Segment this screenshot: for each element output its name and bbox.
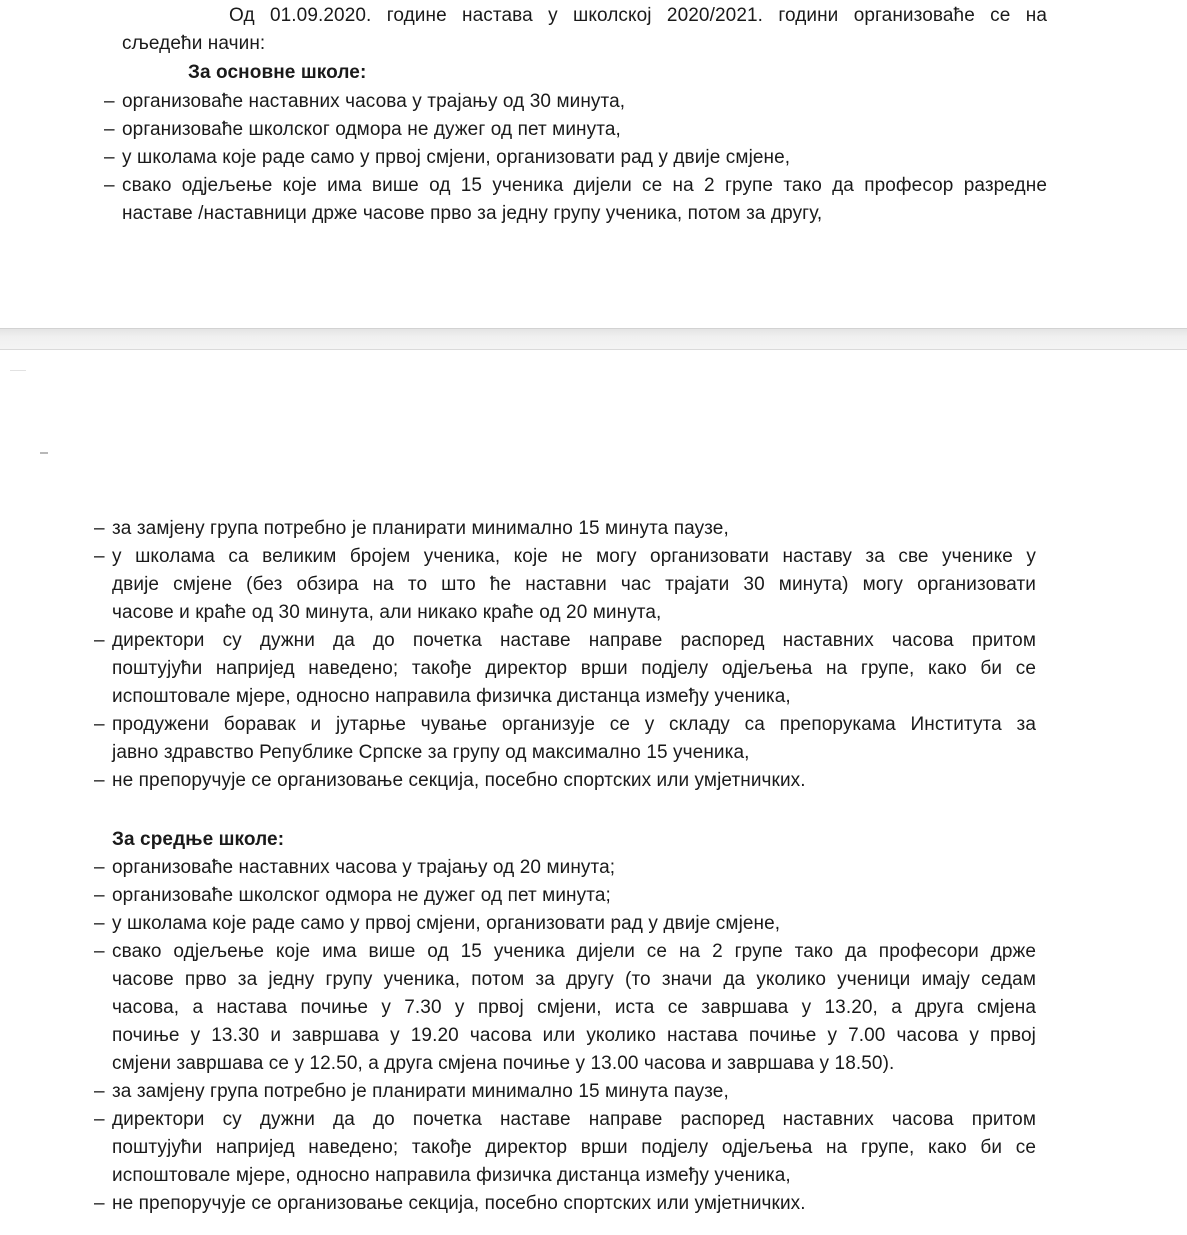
section-heading-primary: За основне школе: — [188, 62, 367, 83]
list-item-line: директори су дужни да до почетка наставе направе распоред наставних часова притом — [112, 1109, 1036, 1130]
intro-paragraph-line: Од 01.09.2020. године настава у школској 2020/2021. години организоваће се на — [229, 5, 1047, 26]
list-dash: – — [94, 630, 105, 651]
list-item-line: часова, а настава почиње у 7.30 у првој смјени, иста се завршава у 13.20, а друга смјена — [112, 997, 1036, 1018]
list-item-line: почиње у 13.30 и завршава у 19.20 часова или уколико настава почиње у 7.00 часова у првој — [112, 1025, 1036, 1046]
list-item-line: продужени боравак и јутарње чување организује се у складу са препорукама Института за — [112, 714, 1036, 735]
list-dash: – — [104, 119, 115, 140]
list-item-line: часове прво за једну групу ученика, потом за другу (то значи да уколико ученици имају седам — [112, 969, 1036, 990]
list-dash: – — [94, 941, 105, 962]
list-item-line: поштујући напријед наведено; такође директор врши подјелу одјељења на групе, како би се — [112, 658, 1036, 679]
list-dash: – — [94, 546, 105, 567]
list-item-line: у школама које раде само у првој смјени, организовати рад у двије смјене, — [112, 913, 781, 934]
intro-paragraph-line: сљедећи начин: — [122, 33, 266, 54]
list-item-line: у школама које раде само у првој смјени, организовати рад у двије смјене, — [122, 147, 791, 168]
list-item-line: не препоручује се организовање секција, посебно спортских или умјетничких. — [112, 1193, 806, 1214]
list-item-line: часове и краће од 30 минута, али никако краће од 20 минута, — [112, 602, 662, 623]
list-item-line: за замјену група потребно је планирати минимално 15 минута паузе, — [112, 1081, 729, 1102]
scan-artifact-mark — [40, 452, 48, 454]
list-dash: – — [94, 518, 105, 539]
list-dash: – — [94, 885, 105, 906]
list-item-line: директори су дужни да до почетка наставе направе распоред наставних часова притом — [112, 630, 1036, 651]
list-item-line: смјени завршава се у 12.50, а друга смјена почиње у 13.00 часова и завршава у 18.50). — [112, 1053, 895, 1074]
list-item-line: за замјену група потребно је планирати минимално 15 минута паузе, — [112, 518, 729, 539]
list-item-line: организоваће наставних часова у трајању од 30 минута, — [122, 91, 626, 112]
list-item-line: организоваће школског одмора не дужег од пет минута, — [122, 119, 621, 140]
list-dash: – — [104, 147, 115, 168]
list-item-line: испоштовале мјере, односно направила физичка дистанца између ученика, — [112, 686, 791, 707]
list-item-line: свако одјељење које има више од 15 ученика дијели се на 2 групе тако да професори држе — [112, 941, 1036, 962]
list-item-line: испоштовале мјере, односно направила физичка дистанца између ученика, — [112, 1165, 791, 1186]
list-dash: – — [94, 1193, 105, 1214]
list-dash: – — [94, 714, 105, 735]
list-item-line: јавно здравство Републике Српске за групу од максимално 15 ученика, — [112, 742, 750, 763]
document-page-2 — [0, 350, 1187, 1235]
list-dash: – — [94, 913, 105, 934]
list-dash: – — [104, 175, 115, 196]
section-heading-secondary: За средње школе: — [112, 829, 285, 850]
scan-artifact-mark — [10, 370, 26, 371]
list-item-line: организоваће школског одмора не дужег од пет минута; — [112, 885, 611, 906]
list-item-line: у школама са великим бројем ученика, које не могу организовати наставу за све ученике у — [112, 546, 1036, 567]
list-dash: – — [94, 1109, 105, 1130]
list-item-line: свако одјељење које има више од 15 ученика дијели се на 2 групе тако да професор разредне — [122, 175, 1047, 196]
list-dash: – — [104, 91, 115, 112]
list-dash: – — [94, 857, 105, 878]
page-separator — [0, 328, 1187, 350]
list-dash: – — [94, 1081, 105, 1102]
list-item-line: поштујући напријед наведено; такође директор врши подјелу одјељења на групе, како би се — [112, 1137, 1036, 1158]
list-item-line: наставе /наставници држе часове прво за једну групу ученика, потом за другу, — [122, 203, 823, 224]
list-item-line: не препоручује се организовање секција, посебно спортских или умјетничких. — [112, 770, 806, 791]
list-item-line: организоваће наставних часова у трајању од 20 минута; — [112, 857, 616, 878]
list-dash: – — [94, 770, 105, 791]
document-page-1 — [0, 0, 1187, 328]
list-item-line: двије смјене (без обзира на то што ће наставни час трајати 30 минута) могу организовати — [112, 574, 1036, 595]
